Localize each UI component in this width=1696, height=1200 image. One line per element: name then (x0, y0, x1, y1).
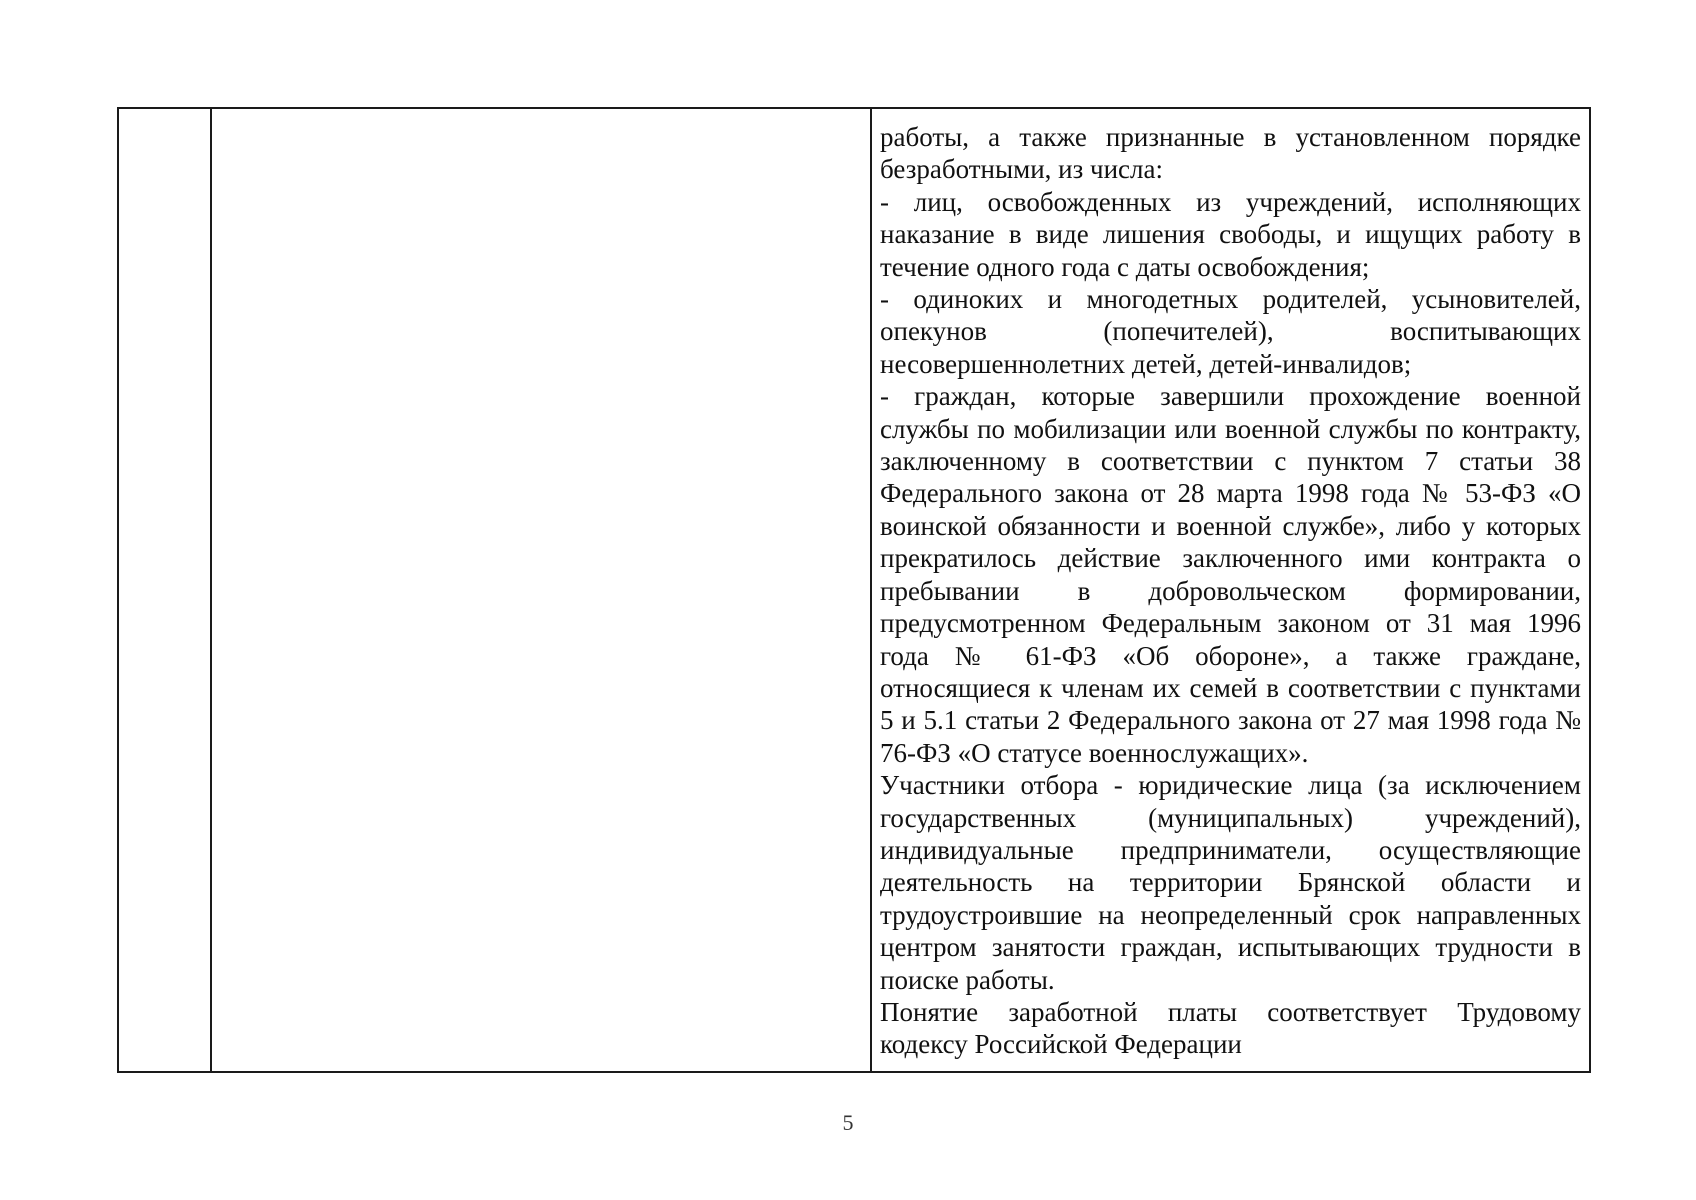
paragraph-wage-definition: Понятие заработной платы соответствует Трудовому кодексу Российской Федерации (880, 996, 1581, 1060)
paragraph-unemployed-intro: работы, а также признанные в установленном порядке безработными, из числа: (880, 122, 1581, 185)
table-cell-number (119, 109, 212, 1071)
paragraph-single-parents: - одиноких и многодетных родителей, усыновителей, опекунов (попечителей), воспитывающих несовершеннолетних детей, детей-инвалидов; (880, 284, 1581, 379)
paragraph-released-persons: - лиц, освобожденных из учреждений, исполняющих наказание в виде лишения свободы, и ищущих работу в течение одного года с даты освобождения; (880, 186, 1581, 282)
page-number: 5 (842, 1110, 854, 1135)
document-table (117, 107, 1591, 1073)
table-cell-name (212, 109, 872, 1071)
table-cell-description (872, 109, 1589, 1071)
paragraph-military-service: - граждан, которые завершили прохождение военной службы по мобилизации или военной службы по контракту, заключенному в соответствии с пунктом 7 статьи 38 Федерального закона от 28 марта 1998 года № 53-ФЗ «О воинской обязанности и военной службе», либо у которых прекратилось действие заключенного ими контракта о пребывании в добровольческом формировании, предусмотренном Федеральным законом от 31 мая 1996 года № 61-ФЗ «Об обороне», а также граждане, относящиеся к членам их семей в соответствии с пунктами 5 и 5.1 статьи 2 Федерального закона от 27 мая 1998 года № 76-ФЗ «О статусе военнослужащих». (880, 381, 1581, 768)
paragraph-selection-participants: Участники отбора - юридические лица (за исключением государственных (муниципальных) учреждений), индивидуальные предприниматели, осуществляющие деятельность на территории Брянской области и трудоустроившие на неопределенный срок направленных центром занятости граждан, испытывающих трудности в поиске работы. (880, 770, 1581, 995)
